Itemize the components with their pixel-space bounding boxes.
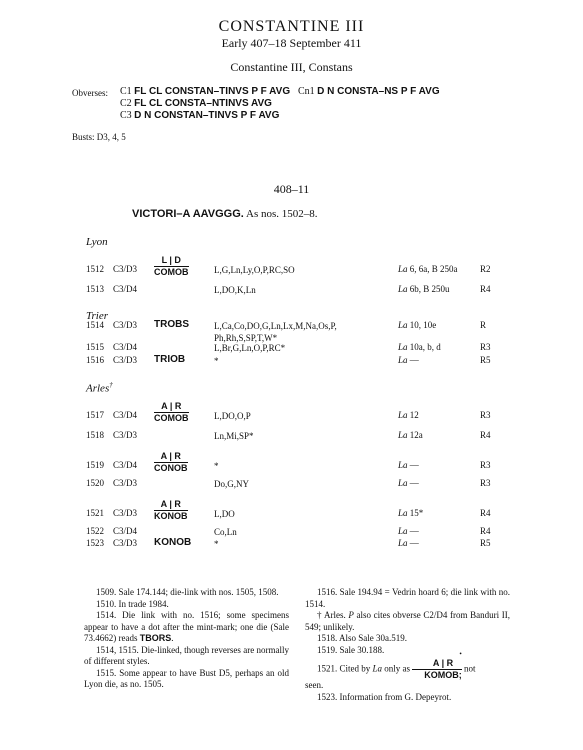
obverse-cn1-code: Cn1 [298,86,315,97]
reference-number: 12 [407,410,419,420]
rarity: R5 [480,538,491,548]
reference-number: 15* [407,508,424,518]
mint-heading-lyon: Lyon [86,236,108,248]
rarity: R2 [480,264,491,274]
catalogue-number: 1516 [86,355,104,365]
rarity: R [480,320,487,330]
mintmark: KONOB [154,537,192,548]
catalogue-number: 1523 [86,538,104,548]
note-1514-1515: 1514, 1515. Die-linked, though reverses are normally of different styles. [84,644,289,666]
reference [398,342,441,352]
reference [398,430,423,440]
note-1518: 1518. Also Sale 30a.519. [317,633,407,643]
footnotes-right [305,587,510,703]
note-1509: 1509. Sale 174.144; die-link with nos. 1505, 1508. [96,587,279,597]
obverse-cn1 [298,86,440,97]
catalogue-number: 1522 [86,526,104,536]
note-1521-mintmark [412,650,462,680]
collections: Co,Ln [214,527,237,537]
catalogue-number: 1521 [86,508,104,518]
note-1514-text: 1514. Die link with no. 1516; some specimens appear to have a dot after the mint-mark; one die (Sale 73.4662) reads [84,610,289,643]
bust-combination: C3/D3 [113,264,138,274]
mint-heading-arles [86,381,113,395]
reference [398,320,436,330]
collections: L,G,Ln,Ly,O,P,RC,SO [214,265,295,275]
reference-number: 10a, b, d [407,342,441,352]
reference [398,526,419,536]
obverse-c2-legend: FL CL CONSTA–NTINVS AVG [134,98,272,109]
mintmark-field: A | R [154,402,189,413]
mintmark-exergue: COMOB [154,267,189,277]
reference-author: La [398,355,408,365]
mintmark-field: A | R [154,452,188,463]
mintmark [154,256,189,277]
note-arles-head: † Arles. [317,610,349,620]
collections: L,DO,O,P [214,411,251,421]
collections: Ln,Mi,SP* [214,431,254,441]
rarity: R4 [480,508,491,518]
note-arles-author: P [348,610,354,620]
rulers-subtitle: Constantine III, Constans [230,60,353,74]
bust-combination: C3/D4 [113,284,138,294]
mint-heading-arles-label: Arles [86,382,110,395]
reference-author: La [398,284,408,294]
catalogue-number: 1519 [86,460,104,470]
reference [398,410,419,420]
catalogue-number: 1518 [86,430,104,440]
bust-combination: C3/D3 [113,478,138,488]
catalogue-number: 1514 [86,320,104,330]
reference-number: 6b, B 250u [407,284,450,294]
reference [398,460,419,470]
mintmark: TROBS [154,319,189,330]
note-1521-not: not [464,663,476,674]
reference-number: — [407,526,419,536]
mintmark-exergue: CONOB [154,463,188,473]
reference-author: La [398,320,408,330]
bust-combination: C3/D3 [113,355,138,365]
note-1519: 1519. Sale 30.188. [317,644,385,655]
rarity: R4 [480,526,491,536]
bust-combination: C3/D4 [113,526,138,536]
collections: * [214,461,219,471]
reverse-reference: As nos. 1502–8. [246,208,318,220]
bust-combination: C3/D4 [113,460,138,470]
reverse-legend: VICTORI–A AAVGGG. [132,208,244,220]
collections: Do,G,NY [214,479,249,489]
mintmark [154,500,188,521]
rarity: R3 [480,410,491,420]
note-1514-legend: TBORS [139,633,172,643]
mintmark-field: A | R [154,500,188,511]
rarity: R3 [480,342,491,352]
mintmark-exergue: KONOB [154,511,188,521]
obverse-c3-code: C3 [120,110,132,121]
reference-number: 6, 6a, B 250a [407,264,458,274]
bust-combination: C3/D4 [113,410,138,420]
reference [398,355,419,365]
obverse-c3-legend: D N CONSTAN–TINVS P F AVG [134,110,280,121]
reference [398,508,423,518]
reign-dates: Early 407–18 September 411 [221,36,362,50]
bust-combination: C3/D4 [113,342,138,352]
mint-heading-trier: Trier [86,310,109,322]
collections: * [214,539,219,549]
reference-number: 10, 10e [407,320,437,330]
page-title: CONSTANTINE III [218,18,365,35]
reference-author: La [398,460,408,470]
note-1523: 1523. Information from G. Depeyrot. [317,691,452,702]
note-1514 [84,610,289,645]
mintmark: TRIOB [154,354,186,365]
obverse-c1-legend: FL CL CONSTAN–TINVS P F AVG [134,86,291,97]
reference [398,284,450,294]
reference-number: 12a [407,430,423,440]
reference-author: La [398,526,408,536]
reference [398,478,419,488]
catalogue-number: 1512 [86,264,104,274]
reference-author: La [398,538,408,548]
catalogue-number: 1513 [86,284,104,294]
reference [398,264,458,274]
busts-line: Busts: D3, 4, 5 [72,132,126,142]
catalogue-number: 1520 [86,478,104,488]
rarity: R3 [480,478,491,488]
rarity: R4 [480,284,491,294]
reference-author: La [398,342,408,352]
reference-number: — [407,460,419,470]
note-1521-exergue: KOMOB; [424,670,462,680]
obverse-c2 [120,98,272,109]
obverse-c1 [120,86,290,97]
obverses-label: Obverses: [72,88,108,98]
collections: L,DO [214,509,235,519]
obverse-c2-code: C2 [120,98,132,109]
bust-combination: C3/D3 [113,538,138,548]
collections: L,DO,K,Ln [214,285,256,295]
catalogue-number: 1517 [86,410,104,420]
rarity: R4 [480,430,491,440]
note-1521-dot: • [459,650,462,658]
rarity: R5 [480,355,491,365]
obverse-c3 [120,110,279,121]
mintmark [154,452,188,473]
note-1521-author: La [372,663,383,674]
section-heading: 408–11 [273,182,310,196]
note-1516: 1516. Sale 194.94 = Vedrin hoard 6; die link with no. 1514. [305,587,510,609]
reference [398,538,419,548]
note-1515: 1515. Some appear to have Bust D5, perhaps an old Lyon die, as no. 1505. [84,667,289,689]
collections: * [214,356,219,366]
catalogue-number: 1515 [86,342,104,352]
reference-author: La [398,410,408,420]
reference-author: La [398,264,408,274]
arles-dagger: † [109,381,113,389]
footnotes-left [84,587,289,691]
reference-author: La [398,508,408,518]
reference-author: La [398,478,408,488]
note-1521-only-as: only as [382,663,411,674]
reverse-type-line [132,208,318,220]
reference-number: — [407,538,419,548]
collections: L,Ca,Co,DO,G,Ln,Lx,M,Na,Os,P, Ph,Rh,S,SP,T,W* [214,321,337,343]
obverse-cn1-legend: D N CONSTA–NS P F AVG [317,86,440,97]
mintmark [154,402,189,423]
note-1514-end: . [171,633,174,643]
collections: L,Br,G,Ln,O,P,RC* [214,343,286,353]
note-arles-text: also cites obverse C2/D4 from Banduri II, 549; unlikely. [305,610,511,632]
note-arles [305,610,510,633]
rarity: R3 [480,460,491,470]
bust-combination: C3/D3 [113,508,138,518]
obverse-c1-code: C1 [120,86,132,97]
note-1510: 1510. In trade 1984. [96,598,169,609]
note-1521-seen: seen. [305,680,324,690]
reference-number: — [407,478,419,488]
mintmark-exergue: COMOB [154,413,189,423]
bust-combination: C3/D3 [113,320,138,330]
note-1521-field: A | R [412,659,462,670]
reference-number: — [407,355,419,365]
bust-combination: C3/D3 [113,430,138,440]
mintmark-field: L | D [154,256,189,267]
note-1521 [305,650,510,680]
reference-author: La [398,430,408,440]
note-1521-text: 1521. Cited by [317,663,373,674]
